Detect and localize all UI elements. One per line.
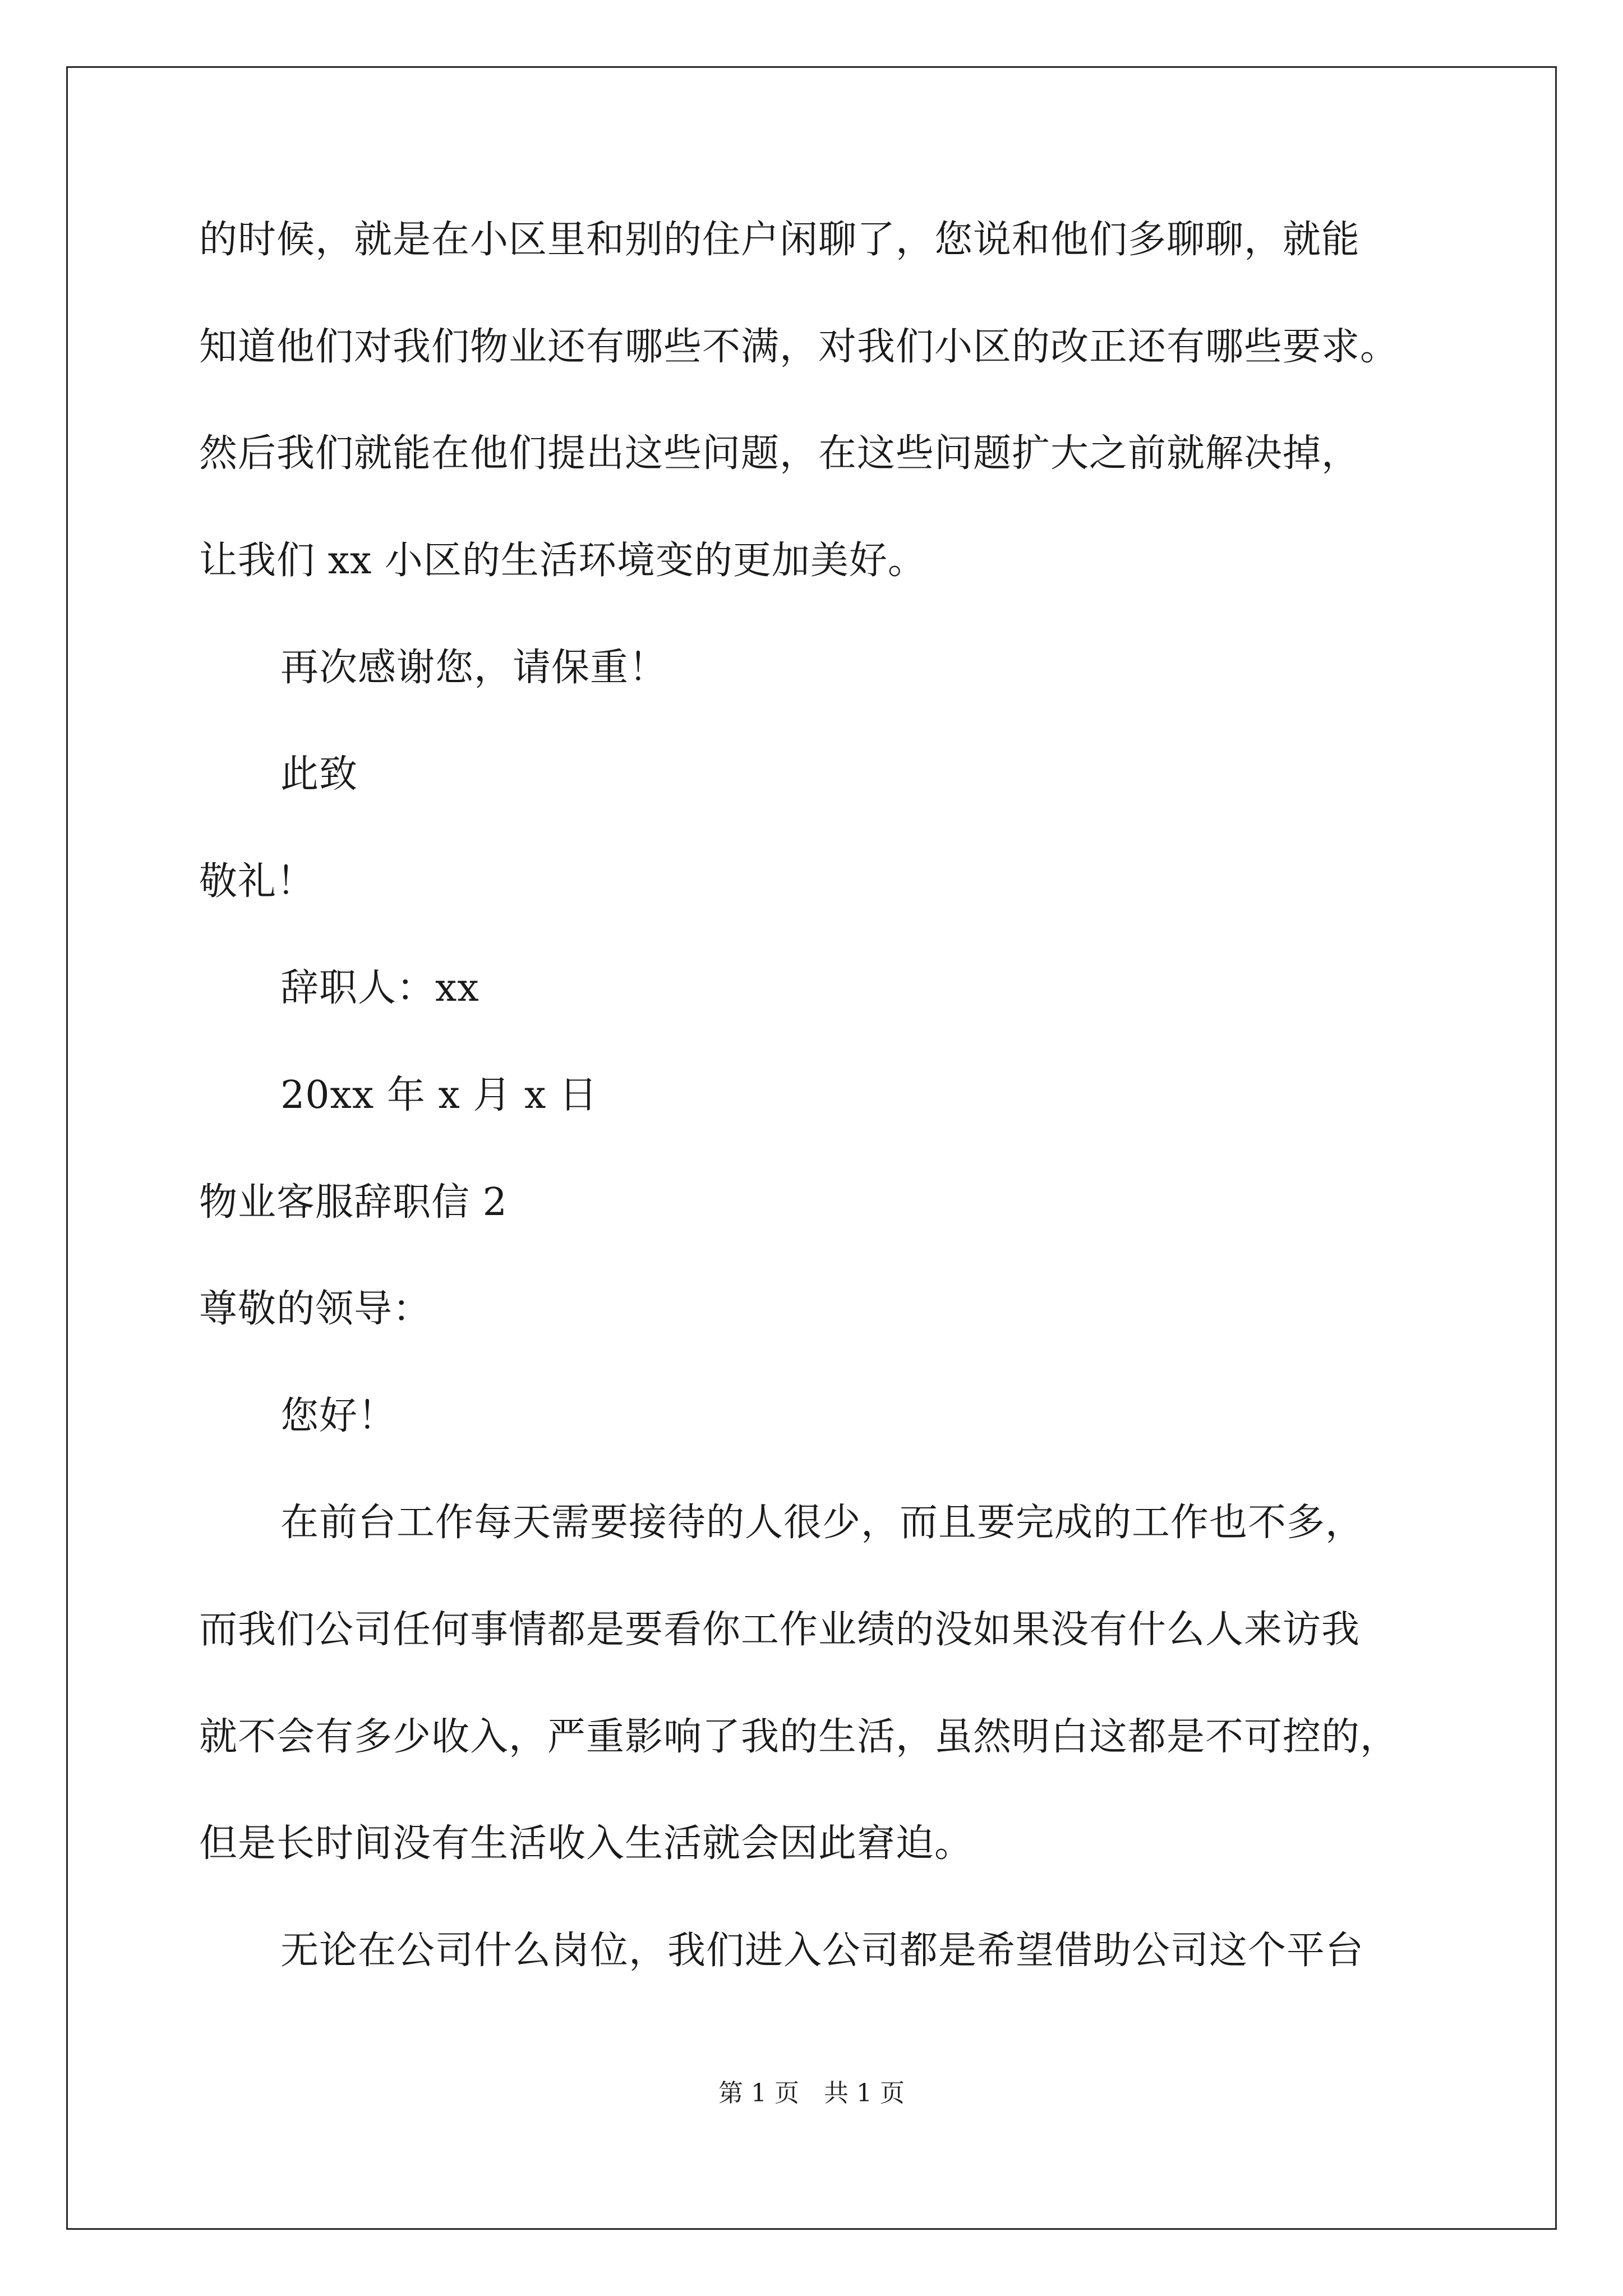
text-line: 就不会有多少收入，严重影响了我的生活，虽然明白这都是不可控的， [199,1715,1399,1759]
section-title: 物业客服辞职信 2 [199,1180,508,1225]
signature-line: 辞职人：xx [280,966,479,1010]
closing-respect: 敬礼！ [199,859,316,904]
closing-salutation: 此致 [280,752,358,797]
text-line: 然后我们就能在他们提出这些问题，在这些问题扩大之前就解决掉， [199,431,1361,476]
salutation: 尊敬的领导： [199,1287,432,1331]
text-line: 无论在公司什么岗位，我们进入公司都是希望借助公司这个平台 [280,1929,1364,1973]
greeting: 您好！ [280,1394,397,1438]
text-line: 但是长时间没有生活收入生活就会因此窘迫。 [199,1821,974,1866]
text-line: 而我们公司任何事情都是要看你工作业绩的没如果没有什么人来访我 [199,1608,1361,1652]
text-line: 的时候，就是在小区里和别的住户闲聊了，您说和他们多聊聊，就能 [199,218,1361,262]
date-line: 20xx 年 x 月 x 日 [280,1073,598,1117]
text-line: 让我们 xx 小区的生活环境变的更加美好。 [199,539,926,583]
page-footer: 第 1 页 共 1 页 [718,2079,905,2108]
text-line: 知道他们对我们物业还有哪些不满，对我们小区的改正还有哪些要求。 [199,325,1399,369]
text-line: 在前台工作每天需要接待的人很少，而且要完成的工作也不多， [280,1501,1364,1545]
page-border [66,66,1557,2230]
text-line: 再次感谢您，请保重！ [280,646,668,690]
